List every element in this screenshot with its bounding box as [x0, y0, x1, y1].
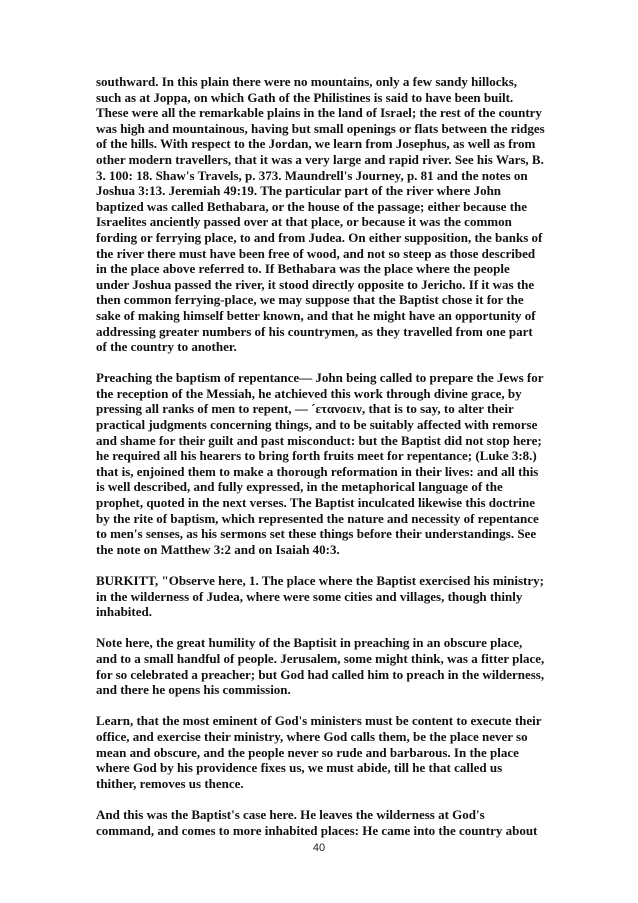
text-line: under Joshua passed the river, it stood directly opposite to Jericho. If it was the — [96, 276, 535, 292]
text-line: office, and exercise their ministry, where God calls them, be the place never so — [96, 728, 528, 744]
paragraph — [96, 573, 556, 620]
text-line: of the hills. With respect to the Jordan, we learn from Josephus, as well as from — [96, 136, 536, 152]
text-line: command, and comes to more inhabited places: He came into the country about — [96, 822, 538, 838]
text-line: Learn, that the most eminent of God's ministers must be content to execute their — [96, 713, 542, 729]
text-line: mean and obscure, and the people never so rude and barbarous. In the place — [96, 744, 519, 760]
text-line: in the wilderness of Judea, where were some cities and villages, though thinly — [96, 588, 523, 604]
text-line: baptized was called Bethabara, or the house of the passage; either because the — [96, 198, 528, 214]
text-line: southward. In this plain there were no mountains, only a few sandy hillocks, — [96, 74, 518, 89]
text-line: sake of making himself better known, and that he might have an opportunity of — [96, 307, 536, 323]
paragraph — [96, 713, 556, 791]
text-line: Preaching the baptism of repentance— John being called to prepare the Jews for — [96, 370, 544, 386]
text-line: that is, enjoined them to make a thorough reformation in their lives: and all this — [96, 463, 539, 479]
text-line: to men's senses, as his sermons set these things before their understandings. See — [96, 526, 537, 542]
text-line: addressing greater numbers of his countrymen, as they travelled from one part — [96, 323, 533, 339]
text-line: pressing all ranks of men to repent, — ´ετανοειν, that is to say, to alter their — [96, 401, 514, 417]
text-line: the reception of the Messiah, he atchieved this work through divine grace, by — [96, 385, 522, 401]
text-line: and shame for their guilt and past misconduct: but the Baptist did not stop here; — [96, 432, 542, 448]
paragraph — [96, 635, 556, 697]
text-line: such as at Joppa, on which Gath of the Philistines is said to have been built. — [96, 89, 514, 105]
text-line: Joshua 3:13. Jeremiah 49:19. The particular part of the river where John — [96, 183, 502, 199]
text-line: fording or ferrying place, to and from Judea. On either supposition, the banks of — [96, 229, 543, 245]
text-line: for so celebrated a preacher; but God had called him to preach in the wilderness, — [96, 666, 545, 682]
text-line: where God by his providence fixes us, we must abide, till he that called us — [96, 760, 503, 776]
paragraph — [96, 807, 556, 838]
text-line: then common ferrying-place, we may suppose that the Baptist chose it for the — [96, 292, 524, 308]
paragraph — [96, 370, 556, 557]
text-line: Israelites anciently passed over at that place, or because it was the common — [96, 214, 512, 230]
text-line: And this was the Baptist's case here. He leaves the wilderness at God's — [96, 806, 485, 822]
text-line: was high and mountainous, having but small openings or flats between the ridges — [96, 120, 545, 136]
body-text — [96, 74, 556, 854]
text-line: is well described, and fully expressed, in the metaphorical language of the — [96, 479, 503, 495]
paragraph — [96, 74, 556, 355]
text-line: These were all the remarkable plains in the land of Israel; the rest of the country — [96, 105, 542, 121]
text-line: he required all his hearers to bring forth fruits meet for repentance; (Luke 3:8.) — [96, 448, 537, 464]
text-line: other modern travellers, that it was a very large and rapid river. See his Wars, B. — [96, 151, 544, 167]
text-line: by the rite of baptism, which represented the nature and necessity of repentance — [96, 510, 539, 526]
text-line: Note here, the great humility of the Baptisit in preaching in an obscure place, — [96, 635, 523, 651]
text-line: inhabited. — [96, 604, 152, 620]
text-line: and to a small handful of people. Jerusalem, some might think, was a fitter place, — [96, 650, 545, 666]
page-number: 40 — [312, 842, 326, 854]
text-line: BURKITT, "Observe here, 1. The place where the Baptist exercised his ministry; — [96, 573, 544, 588]
text-line: and there he opens his commission. — [96, 682, 291, 698]
text-line: in the place above referred to. If Bethabara was the place where the people — [96, 261, 510, 277]
text-line: of the country to another. — [96, 339, 237, 355]
text-line: thither, removes us thence. — [96, 775, 244, 791]
text-line: practical judgments concerning things, and to be suitably affected with remorse — [96, 417, 538, 433]
text-line: 3. 100: 18. Shaw's Travels, p. 373. Maundrell's Journey, p. 81 and the notes on — [96, 167, 528, 183]
text-line: prophet, quoted in the next verses. The Baptist inculcated likewise this doctrine — [96, 495, 536, 511]
text-line: the river there must have been free of wood, and not so steep as those described — [96, 245, 536, 261]
text-line: the note on Matthew 3:2 and on Isaiah 40:3. — [96, 541, 340, 557]
